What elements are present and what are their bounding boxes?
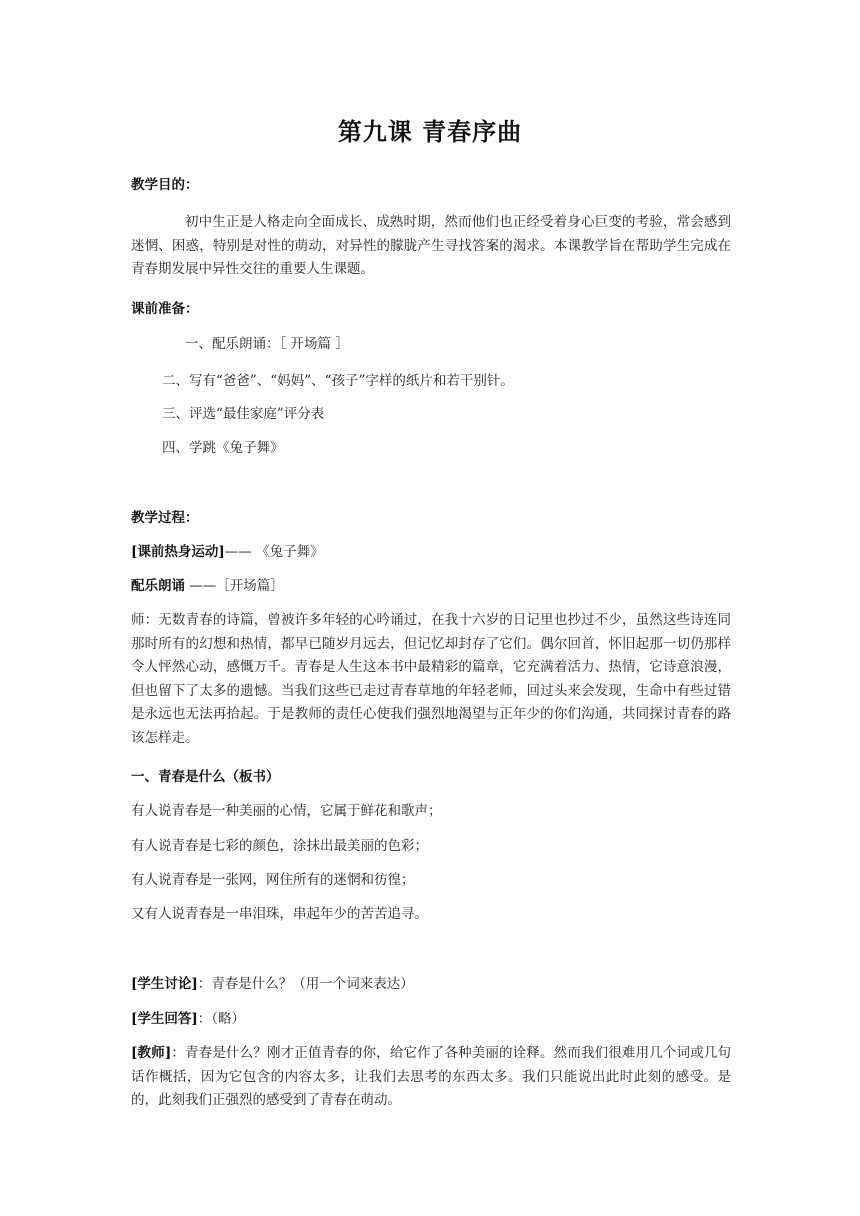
- teacher-text: ：青春是什么？刚才正值青春的你，给它作了各种美丽的诠释。然而我们很难用几个词或几句话作概括，因为它包含的内容太多，让我们去思考的东西太多。我们只能说出此时此刻的感受。是的，此刻我们正强烈的感受到了青春在萌动。: [131, 1045, 731, 1108]
- youth-line-4: 又有人说青春是一串泪珠，串起年少的苦苦追寻。: [131, 906, 428, 922]
- warmup-text: —— 《兔子舞》: [224, 544, 324, 560]
- warmup-line: [131, 540, 731, 560]
- teacher-paragraph: [131, 1042, 731, 1113]
- youth-line-3: 有人说青春是一张网，网住所有的迷惘和彷徨；: [131, 872, 415, 888]
- preparation-heading: 课前准备：: [131, 301, 199, 317]
- recite-line: [131, 574, 731, 594]
- objective-paragraph: 初中生正是人格走向全面成长、成熟时期，然而他们也正经受着身心巨变的考验，常会感到迷惘、困惑，特别是对性的萌动，对异性的朦胧产生寻找答案的渴求。本课教学旨在帮助学生完成在青春期发展中异性交往的重要人生课题。: [131, 214, 731, 277]
- discussion-text: ：青春是什么？（用一个词来表达）: [197, 976, 414, 992]
- objective-heading: 教学目的：: [131, 177, 199, 193]
- preparation-item-2: 二、写有“爸爸”、“妈妈”、“孩子”字样的纸片和若干别针。: [162, 373, 514, 389]
- answer-line: [131, 1007, 731, 1027]
- warmup-label: [课前热身运动]: [131, 544, 225, 560]
- preparation-item-4: 四、学跳《兔子舞》: [162, 440, 284, 456]
- lesson-title: 第九课 青春序曲: [337, 117, 523, 146]
- section1-heading: 一、青春是什么（板书）: [131, 769, 280, 785]
- teacher-intro-paragraph: 师：无数青春的诗篇，曾被许多年轻的心吟诵过，在我十六岁的日记里也抄过不少，虽然这些诗连同那时所有的幻想和热情，都早已随岁月远去，但记忆却封存了它们。偶尔回首，怀旧起那一切仍那样令人怦然心动，感慨万千。青春是人生这本书中最精彩的篇章，它充满着活力、热情，它诗意浪漫，但也留下了太多的遗憾。当我们这些已走过青春草地的年轻老师，回过头来会发现，生命中有些过错是永远也无法再拾起。于是教师的责任心使我们强烈地渴望与正年少的你们沟通，共同探讨青春的路该怎样走。: [131, 612, 731, 746]
- answer-text: ：（略）: [197, 1011, 246, 1027]
- preparation-item-1: 一、配乐朗诵：［ 开场篇 ］: [185, 336, 349, 352]
- answer-label: [学生回答]: [131, 1011, 198, 1027]
- process-heading: 教学过程：: [131, 510, 199, 526]
- teacher-label: [教师]: [131, 1045, 172, 1061]
- preparation-item-3: 三、评选“最佳家庭”评分表: [162, 406, 325, 422]
- youth-line-1: 有人说青春是一种美丽的心情，它属于鲜花和歌声；: [131, 803, 442, 819]
- discussion-label: [学生讨论]: [131, 976, 198, 992]
- discussion-line: [131, 972, 731, 992]
- youth-line-2: 有人说青春是七彩的颜色，涂抹出最美丽的色彩；: [131, 838, 428, 854]
- recite-text: ——［开场篇］: [185, 578, 284, 594]
- recite-label: 配乐朗诵: [131, 578, 185, 594]
